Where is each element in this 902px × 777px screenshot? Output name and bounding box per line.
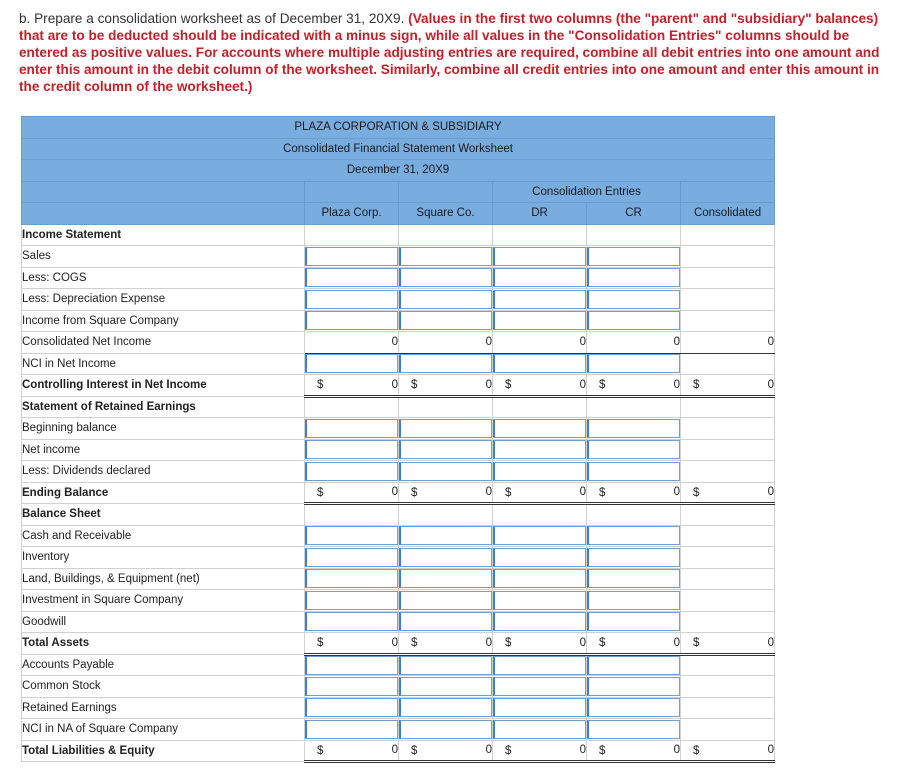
row-label-cash: Cash and Receivable bbox=[22, 525, 305, 547]
row-label-land: Land, Buildings, & Equipment (net) bbox=[22, 568, 305, 590]
land-cr-input[interactable] bbox=[587, 569, 680, 588]
total-le-consolidated-value: $ 0 bbox=[681, 740, 775, 762]
cogs-plaza-input[interactable] bbox=[305, 268, 398, 287]
row-label-income-square: Income from Square Company bbox=[22, 310, 305, 332]
land-plaza-input[interactable] bbox=[305, 569, 398, 588]
currency-symbol: $ bbox=[693, 637, 700, 649]
currency-symbol: $ bbox=[317, 637, 324, 649]
dividends-dr-input[interactable] bbox=[493, 462, 586, 481]
table-row bbox=[22, 439, 775, 461]
cash-square-input[interactable] bbox=[399, 526, 492, 545]
inventory-dr-input[interactable] bbox=[493, 548, 586, 567]
cash-plaza-input[interactable] bbox=[305, 526, 398, 545]
depreciation-plaza-input[interactable] bbox=[305, 290, 398, 309]
net-income-plaza-input[interactable] bbox=[305, 440, 398, 459]
retained-earnings-cr-input[interactable] bbox=[587, 698, 680, 717]
table-row bbox=[22, 633, 775, 655]
consolidated-ni-plaza-value: 0 bbox=[305, 332, 399, 354]
common-stock-cr-input[interactable] bbox=[587, 677, 680, 696]
nci-ni-cr-input[interactable] bbox=[587, 354, 680, 373]
total-assets-consolidated-value: $ 0 bbox=[681, 633, 775, 655]
ending-balance-dr-value: $ 0 bbox=[493, 482, 587, 504]
section-retained-earnings: Statement of Retained Earnings bbox=[22, 396, 305, 418]
row-label-inventory: Inventory bbox=[22, 547, 305, 569]
beginning-balance-plaza-input[interactable] bbox=[305, 419, 398, 438]
currency-symbol: $ bbox=[505, 486, 512, 499]
currency-symbol: $ bbox=[693, 744, 700, 757]
currency-symbol: $ bbox=[505, 379, 512, 391]
consolidated-ni-square-value: 0 bbox=[399, 332, 493, 354]
row-label-dividends: Less: Dividends declared bbox=[22, 461, 305, 483]
table-row bbox=[22, 719, 775, 741]
currency-symbol: $ bbox=[599, 637, 606, 649]
sales-cr-input[interactable] bbox=[587, 247, 680, 266]
currency-symbol: $ bbox=[599, 744, 606, 757]
cogs-square-input[interactable] bbox=[399, 268, 492, 287]
common-stock-plaza-input[interactable] bbox=[305, 677, 398, 696]
row-label-nci-ni: NCI in Net Income bbox=[22, 353, 305, 375]
depreciation-square-input[interactable] bbox=[399, 290, 492, 309]
total-le-cr-value: $ 0 bbox=[587, 740, 681, 762]
goodwill-dr-input[interactable] bbox=[493, 612, 586, 631]
table-row bbox=[22, 654, 775, 676]
controlling-ni-plaza-value: $ 0 bbox=[305, 375, 399, 397]
nci-na-plaza-input[interactable] bbox=[305, 720, 398, 739]
investment-square-input[interactable] bbox=[399, 591, 492, 610]
instructions-emphasis: (Values in the first two columns (the "parent" and "subsidiary" balances) that are to be deducted should be indicated with a minus sign, while all values in the "Consolidation Entries" columns should be entered as positive values. For accounts where multiple adjusting entries are required, combine all debit entries into one amount and enter this amount in the debit column of the worksheet. Similarly, combine all credit entries into one amount and enter this amount in the credit column of the worksheet.) bbox=[19, 11, 880, 94]
col-header-dr: DR bbox=[493, 203, 587, 225]
cash-cr-input[interactable] bbox=[587, 526, 680, 545]
ending-balance-plaza-value: $ 0 bbox=[305, 482, 399, 504]
currency-symbol: $ bbox=[693, 486, 700, 499]
dividends-cr-input[interactable] bbox=[587, 462, 680, 481]
depreciation-cr-input[interactable] bbox=[587, 290, 680, 309]
sales-dr-input[interactable] bbox=[493, 247, 586, 266]
consolidation-entries-header: Consolidation Entries bbox=[493, 181, 681, 203]
income-square-square-input[interactable] bbox=[399, 311, 492, 330]
total-le-square-value: $ 0 bbox=[399, 740, 493, 762]
cogs-cr-input[interactable] bbox=[587, 268, 680, 287]
net-income-cr-input[interactable] bbox=[587, 440, 680, 459]
controlling-ni-square-value: $ 0 bbox=[399, 375, 493, 397]
land-dr-input[interactable] bbox=[493, 569, 586, 588]
currency-symbol: $ bbox=[317, 486, 324, 499]
nci-na-cr-input[interactable] bbox=[587, 720, 680, 739]
inventory-plaza-input[interactable] bbox=[305, 548, 398, 567]
total-assets-dr-value: $ 0 bbox=[493, 633, 587, 655]
consolidated-ni-cr-value: 0 bbox=[587, 332, 681, 354]
depreciation-dr-input[interactable] bbox=[493, 290, 586, 309]
section-row bbox=[22, 224, 775, 246]
consolidated-ni-dr-value: 0 bbox=[493, 332, 587, 354]
row-label-beginning-balance: Beginning balance bbox=[22, 418, 305, 440]
col-header-plaza: Plaza Corp. bbox=[305, 203, 399, 225]
income-square-dr-input[interactable] bbox=[493, 311, 586, 330]
accounts-payable-dr-input[interactable] bbox=[493, 656, 586, 675]
table-row bbox=[22, 310, 775, 332]
dividends-plaza-input[interactable] bbox=[305, 462, 398, 481]
table-row bbox=[22, 611, 775, 633]
section-row bbox=[22, 396, 775, 418]
table-row bbox=[22, 289, 775, 311]
ending-balance-cr-value: $ 0 bbox=[587, 482, 681, 504]
section-balance-sheet: Balance Sheet bbox=[22, 504, 305, 526]
table-row bbox=[22, 740, 775, 762]
consolidation-worksheet bbox=[21, 116, 775, 763]
goodwill-square-input[interactable] bbox=[399, 612, 492, 631]
row-label-common-stock: Common Stock bbox=[22, 676, 305, 698]
controlling-ni-dr-value: $ 0 bbox=[493, 375, 587, 397]
table-row bbox=[22, 375, 775, 397]
row-label-ending-balance: Ending Balance bbox=[22, 482, 305, 504]
col-header-cr: CR bbox=[587, 203, 681, 225]
investment-cr-input[interactable] bbox=[587, 591, 680, 610]
consolidated-ni-consolidated-value: 0 bbox=[681, 332, 775, 354]
controlling-ni-consolidated-value: $ 0 bbox=[681, 375, 775, 397]
nci-ni-dr-input[interactable] bbox=[493, 354, 586, 373]
currency-symbol: $ bbox=[317, 744, 324, 757]
worksheet-subtitle: Consolidated Financial Statement Worksheet bbox=[22, 138, 775, 160]
net-income-dr-input[interactable] bbox=[493, 440, 586, 459]
beginning-balance-dr-input[interactable] bbox=[493, 419, 586, 438]
retained-earnings-square-input[interactable] bbox=[399, 698, 492, 717]
table-row bbox=[22, 461, 775, 483]
sales-square-input[interactable] bbox=[399, 247, 492, 266]
inventory-square-input[interactable] bbox=[399, 548, 492, 567]
table-row bbox=[22, 482, 775, 504]
table-row bbox=[22, 418, 775, 440]
col-header-square: Square Co. bbox=[399, 203, 493, 225]
accounts-payable-square-input[interactable] bbox=[399, 656, 492, 675]
table-row bbox=[22, 525, 775, 547]
total-assets-square-value: $ 0 bbox=[399, 633, 493, 655]
row-label-nci-na: NCI in NA of Square Company bbox=[22, 719, 305, 741]
row-label-retained-earnings: Retained Earnings bbox=[22, 697, 305, 719]
currency-symbol: $ bbox=[411, 379, 418, 391]
section-row bbox=[22, 504, 775, 526]
income-square-plaza-input[interactable] bbox=[305, 311, 398, 330]
currency-symbol: $ bbox=[411, 637, 418, 649]
net-income-square-input[interactable] bbox=[399, 440, 492, 459]
land-square-input[interactable] bbox=[399, 569, 492, 588]
cogs-dr-input[interactable] bbox=[493, 268, 586, 287]
row-label-total-le: Total Liabilities & Equity bbox=[22, 740, 305, 762]
controlling-ni-cr-value: $ 0 bbox=[587, 375, 681, 397]
col-header-consolidated: Consolidated bbox=[681, 203, 775, 225]
goodwill-plaza-input[interactable] bbox=[305, 612, 398, 631]
currency-symbol: $ bbox=[693, 379, 700, 391]
row-label-cogs: Less: COGS bbox=[22, 267, 305, 289]
table-row bbox=[22, 267, 775, 289]
currency-symbol: $ bbox=[599, 379, 606, 391]
currency-symbol: $ bbox=[505, 744, 512, 757]
worksheet-date: December 31, 20X9 bbox=[22, 160, 775, 182]
ending-balance-square-value: $ 0 bbox=[399, 482, 493, 504]
beginning-balance-cr-input[interactable] bbox=[587, 419, 680, 438]
section-income-statement: Income Statement bbox=[22, 224, 305, 246]
total-le-dr-value: $ 0 bbox=[493, 740, 587, 762]
accounts-payable-plaza-input[interactable] bbox=[305, 656, 398, 675]
total-assets-cr-value: $ 0 bbox=[587, 633, 681, 655]
nci-na-square-input[interactable] bbox=[399, 720, 492, 739]
dividends-square-input[interactable] bbox=[399, 462, 492, 481]
common-stock-dr-input[interactable] bbox=[493, 677, 586, 696]
income-square-cr-input[interactable] bbox=[587, 311, 680, 330]
currency-symbol: $ bbox=[411, 486, 418, 499]
currency-symbol: $ bbox=[599, 486, 606, 499]
goodwill-cr-input[interactable] bbox=[587, 612, 680, 631]
nci-na-dr-input[interactable] bbox=[493, 720, 586, 739]
table-row bbox=[22, 676, 775, 698]
row-label-sales: Sales bbox=[22, 246, 305, 268]
investment-dr-input[interactable] bbox=[493, 591, 586, 610]
sales-plaza-input[interactable] bbox=[305, 247, 398, 266]
table-row bbox=[22, 246, 775, 268]
retained-earnings-plaza-input[interactable] bbox=[305, 698, 398, 717]
currency-symbol: $ bbox=[411, 744, 418, 757]
total-le-plaza-value: $ 0 bbox=[305, 740, 399, 762]
beginning-balance-square-input[interactable] bbox=[399, 419, 492, 438]
investment-plaza-input[interactable] bbox=[305, 591, 398, 610]
total-assets-plaza-value: $ 0 bbox=[305, 633, 399, 655]
nci-ni-plaza-input[interactable] bbox=[305, 354, 398, 373]
table-row bbox=[22, 590, 775, 612]
instructions-intro: b. Prepare a consolidation worksheet as of December 31, 20X9. bbox=[19, 11, 405, 26]
ending-balance-consolidated-value: $ 0 bbox=[681, 482, 775, 504]
table-row bbox=[22, 547, 775, 569]
table-row bbox=[22, 353, 775, 375]
worksheet-title: PLAZA CORPORATION & SUBSIDIARY bbox=[22, 117, 775, 139]
currency-symbol: $ bbox=[317, 379, 324, 391]
nci-ni-square-input[interactable] bbox=[399, 354, 492, 373]
row-label-investment: Investment in Square Company bbox=[22, 590, 305, 612]
instructions bbox=[19, 10, 897, 95]
table-row bbox=[22, 332, 775, 354]
currency-symbol: $ bbox=[505, 637, 512, 649]
accounts-payable-cr-input[interactable] bbox=[587, 656, 680, 675]
row-label-net-income: Net income bbox=[22, 439, 305, 461]
table-row bbox=[22, 697, 775, 719]
common-stock-square-input[interactable] bbox=[399, 677, 492, 696]
cash-dr-input[interactable] bbox=[493, 526, 586, 545]
inventory-cr-input[interactable] bbox=[587, 548, 680, 567]
retained-earnings-dr-input[interactable] bbox=[493, 698, 586, 717]
row-label-depreciation: Less: Depreciation Expense bbox=[22, 289, 305, 311]
row-label-controlling-ni: Controlling Interest in Net Income bbox=[22, 375, 305, 397]
table-row bbox=[22, 568, 775, 590]
row-label-consolidated-ni: Consolidated Net Income bbox=[22, 332, 305, 354]
row-label-total-assets: Total Assets bbox=[22, 633, 305, 655]
row-label-accounts-payable: Accounts Payable bbox=[22, 654, 305, 676]
row-label-goodwill: Goodwill bbox=[22, 611, 305, 633]
